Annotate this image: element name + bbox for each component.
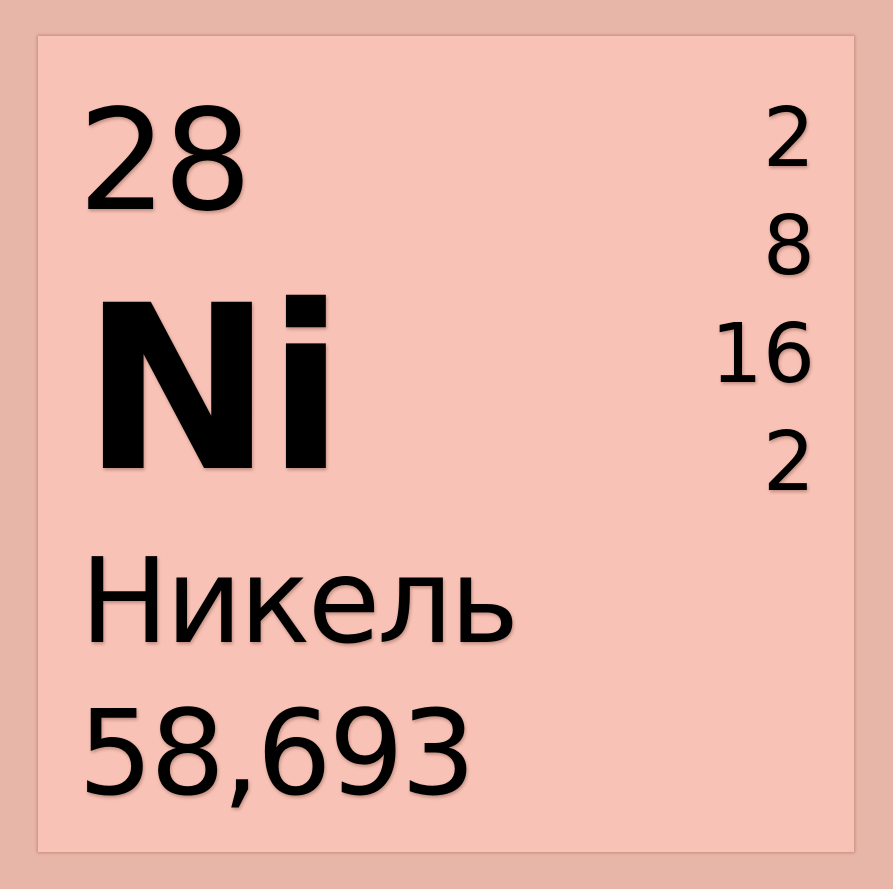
- electron-shell-4: 2: [762, 415, 815, 510]
- electron-shell-2: 8: [762, 199, 815, 294]
- electron-shells: [655, 91, 815, 530]
- atomic-number: 28: [78, 80, 249, 243]
- element-symbol: Ni: [82, 256, 339, 522]
- electron-shell-3: 16: [710, 307, 815, 402]
- element-name: Никель: [80, 532, 517, 670]
- electron-shell-1: 2: [762, 91, 815, 186]
- atomic-mass: 58,693: [78, 684, 473, 822]
